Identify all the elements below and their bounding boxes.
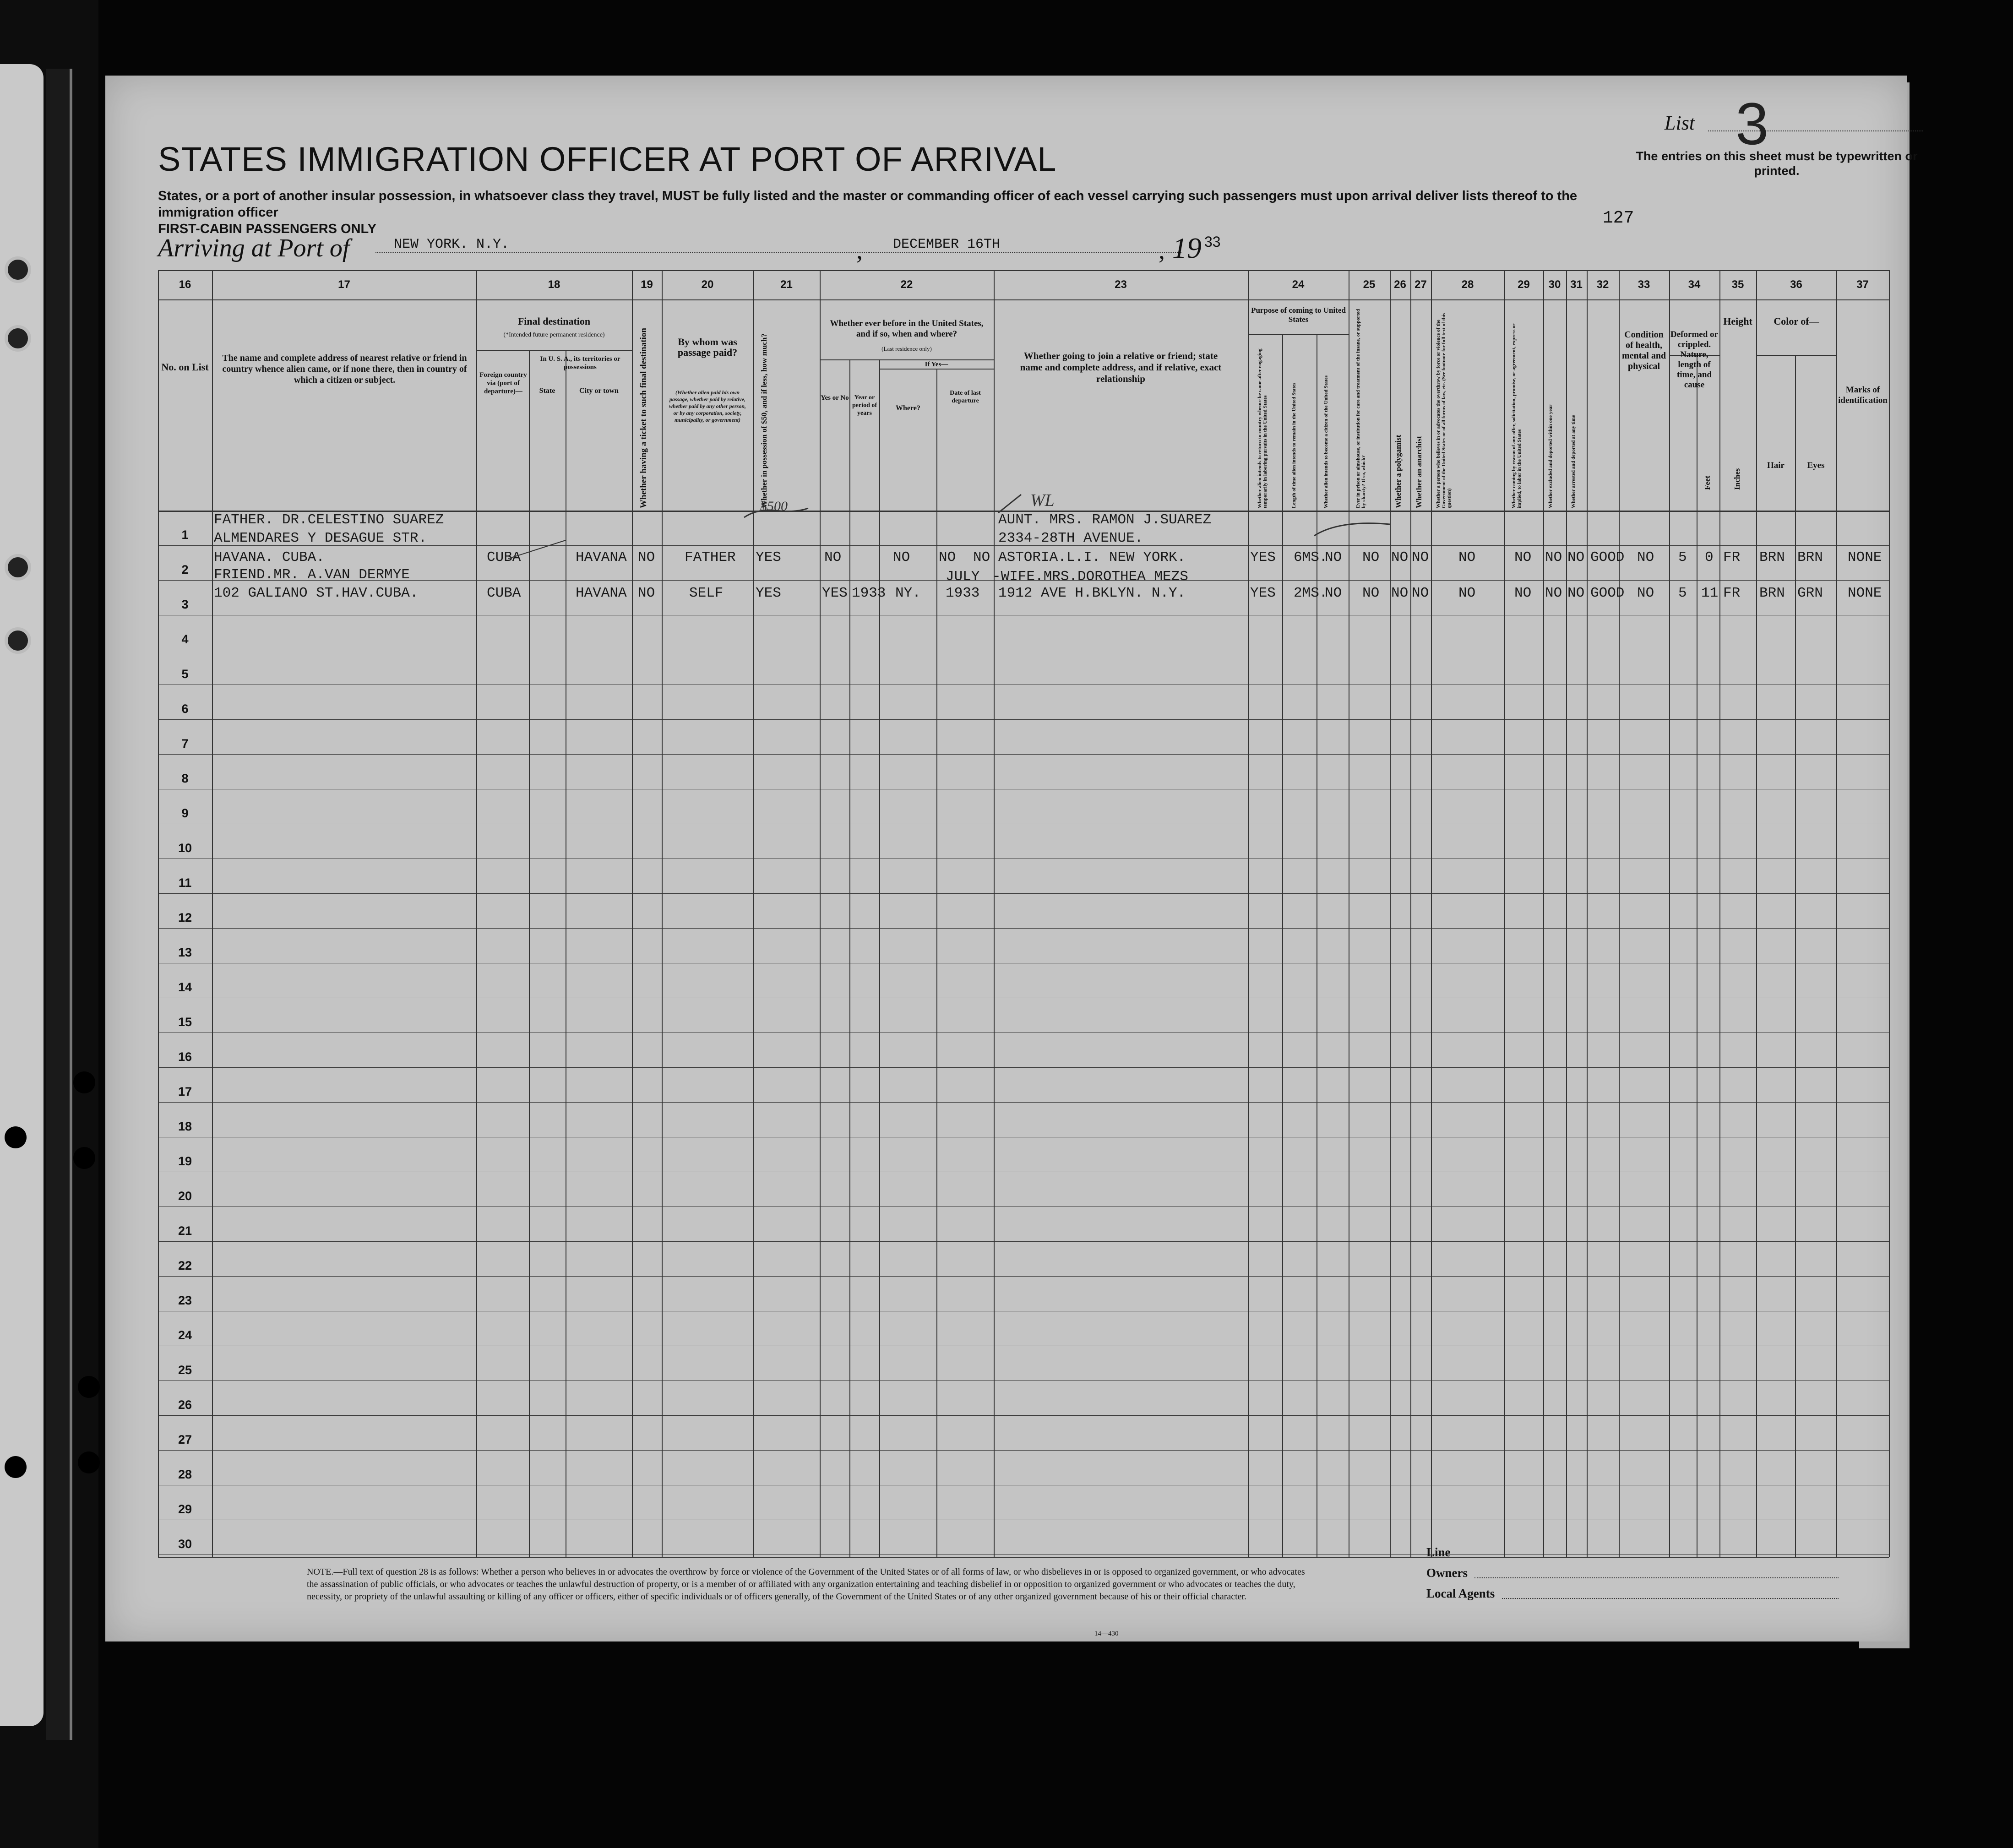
header-money: Whether in possession of $50, and if less, how much?	[760, 333, 768, 508]
header-passage-paid: By whom was passage paid?	[677, 336, 738, 358]
table-rule	[529, 350, 530, 1557]
row-number: 30	[178, 1537, 192, 1551]
row2-marks: NONE	[1848, 585, 1882, 601]
row2-prison: NO	[1362, 585, 1380, 601]
row-number: 9	[181, 806, 189, 820]
column-number: 25	[1363, 278, 1376, 291]
column-number: 24	[1292, 278, 1305, 291]
table-rule	[1669, 270, 1670, 1557]
table-rule	[1756, 270, 1757, 1557]
row2-q31: NO	[1567, 585, 1585, 601]
header-question-28: Whether a person who believes in or advocates the overthrow by force or violence of the Government of the United States or of all forms of law, etc. (See footnote for full text of this question)	[1436, 313, 1452, 508]
table-rule	[1248, 270, 1249, 1557]
column-number: 27	[1415, 278, 1427, 291]
manifest-sheet	[105, 76, 1918, 1641]
row1-anarchist: NO	[1412, 549, 1429, 565]
column-number: 16	[179, 278, 191, 291]
row-number: 5	[181, 667, 189, 681]
punch-hole	[73, 1147, 95, 1169]
header-where: Where?	[896, 404, 920, 412]
table-rule	[849, 359, 850, 1557]
row-number: 7	[181, 737, 189, 750]
row-number: 28	[178, 1468, 192, 1481]
table-rule	[662, 270, 663, 1557]
list-label: List	[1665, 112, 1695, 134]
binder-ring	[5, 554, 31, 581]
class-label: FIRST-CABIN PASSENGERS ONLY	[158, 222, 376, 236]
row1-citizen: NO	[1325, 549, 1342, 565]
column-number: 29	[1518, 278, 1530, 291]
row1-polygamist: NO	[1391, 549, 1409, 565]
table-rule	[1795, 355, 1796, 1557]
table-rule	[1756, 355, 1836, 356]
binding-post	[46, 69, 72, 1740]
page-title: STATES IMMIGRATION OFFICER AT PORT OF ARRIVAL	[158, 140, 1057, 178]
row-number: 27	[178, 1433, 192, 1446]
row-number: 11	[178, 876, 192, 890]
row2-complexion: FR	[1723, 585, 1741, 601]
row1-joining-line3: ASTORIA.L.I. NEW YORK.	[998, 549, 1186, 565]
header-departure: Date of last departure	[950, 390, 981, 404]
header-return-intent: Whether alien intends to return to country whence he came after engaging temporarily in laboring pursuits in the United States	[1257, 348, 1268, 508]
column-number: 36	[1790, 278, 1802, 291]
row1-q30: NO	[1545, 549, 1562, 565]
row-number: 26	[178, 1398, 192, 1412]
row2-anarchist: NO	[1412, 585, 1429, 601]
column-number: 32	[1596, 278, 1609, 291]
table-rule	[1543, 270, 1544, 1557]
table-rule	[1566, 270, 1567, 1557]
column-number: 20	[701, 278, 714, 291]
header-stay-length: Length of time alien intends to remain in the United States	[1291, 382, 1297, 508]
row2-q29: NO	[1514, 585, 1532, 601]
row1-eyes: BRN	[1797, 549, 1823, 565]
row2-relative-line2: 102 GALIANO ST.HAV.CUBA.	[214, 585, 419, 601]
row2-hair: BRN	[1759, 585, 1785, 601]
header-polygamist: Whether a polygamist	[1394, 435, 1403, 508]
arrival-port: NEW YORK. N.Y.	[375, 237, 870, 253]
row-number: 25	[178, 1363, 192, 1377]
row-number: 15	[178, 1015, 192, 1029]
table-rule	[212, 270, 213, 1557]
footnote: NOTE.—Full text of question 28 is as follows: Whether a person who believes in or advocates the overthrow by force or violence of the Government of the United States or of all forms of law, or who disbelieves in or is opposed to organized government, or who advocates the assassination of public officials, or who advocates or teaches the unlawful destruction of property, or is a member of or affiliated with any organization entertaining and teaching disbelief in or opposition to organized government or who advocates or teaches the duty, necessity, or propriety of the unlawful assaulting or killing of any officer or officers, either of specific individuals or of officers generally, of the Government of the United States or of any other organized government because of his or their official character.	[307, 1567, 1305, 1602]
header-feet: Feet	[1703, 475, 1712, 490]
row1-inches: 0	[1705, 549, 1714, 565]
row2-return: YES	[1250, 585, 1276, 601]
row2-eyes: GRN	[1797, 585, 1823, 601]
header-eyes: Eyes	[1807, 461, 1825, 470]
header-year: Year or period of years	[852, 394, 877, 417]
row1-relative-line1: FATHER. DR.CELESTINO SUAREZ	[214, 512, 444, 528]
column-number: 34	[1688, 278, 1701, 291]
form-number: 14—430	[1094, 1630, 1119, 1637]
row1-q29: NO	[1514, 549, 1532, 565]
row-rule	[158, 1102, 1889, 1103]
owners-label: Owners	[1426, 1566, 1468, 1580]
header-inches: Inches	[1733, 468, 1741, 490]
punch-hole	[78, 1451, 100, 1473]
table-rule	[1836, 270, 1837, 1557]
table-rule	[820, 270, 821, 1557]
table-rule	[1410, 270, 1411, 1557]
row2-paid-by: SELF	[689, 585, 724, 601]
row2-joining-line1: -WIFE.MRS.DOROTHEA MEZS	[992, 569, 1188, 585]
row1-where: NO	[939, 549, 956, 565]
table-rule	[1248, 334, 1349, 335]
row1-complexion: FR	[1723, 549, 1741, 565]
row1-hair: BRN	[1759, 549, 1785, 565]
column-number: 21	[780, 278, 793, 291]
entries-note: The entries on this sheet must be typewritten or printed.	[1636, 149, 1918, 178]
row-number: 4	[181, 632, 189, 646]
row-number: 19	[178, 1154, 192, 1168]
table-rule	[476, 270, 477, 1557]
row-number: 23	[178, 1294, 192, 1307]
row1-relative-line2: ALMENDARES Y DESAGUE STR.	[214, 530, 427, 546]
row2-q30: NO	[1545, 585, 1562, 601]
table-rule	[753, 270, 754, 1557]
row2-polygamist: NO	[1391, 585, 1409, 601]
agents-label: Local Agents	[1426, 1587, 1495, 1600]
header-city: City or town	[579, 387, 619, 395]
table-rule	[1587, 270, 1588, 1557]
header-purpose: Purpose of coming to United States	[1251, 306, 1346, 324]
table-rule	[1619, 270, 1620, 1557]
instructions-text: States, or a port of another insular possession, in whatsoever class they travel, MUST be fully listed and the master or commanding officer of each vessel carrying such passengers must upon arrival deliver lists thereof to the immigration officer	[158, 189, 1578, 220]
punch-hole	[78, 1376, 100, 1398]
row1-city: HAVANA	[576, 549, 627, 565]
instructions	[158, 188, 1623, 237]
agents-field	[1502, 1598, 1839, 1599]
column-number: 33	[1638, 278, 1650, 291]
table-rule	[1390, 270, 1391, 1557]
table-rule	[1889, 270, 1890, 1557]
header-marks: Marks of identification	[1838, 385, 1888, 405]
separator-comma: ,	[1159, 236, 1165, 265]
previous-page-edge	[0, 64, 44, 1726]
row1-health: GOOD	[1590, 549, 1625, 565]
header-final-destination: Final destination	[517, 315, 591, 327]
arrival-date: DECEMBER 16TH	[868, 237, 1181, 253]
row-number: 21	[178, 1224, 192, 1238]
row1-joining-line2: 2334-28TH AVENUE.	[998, 530, 1143, 546]
row-number: 20	[178, 1189, 192, 1203]
header-labor-offer: Whether coming by reason of any offer, solicitation, promise, or agreement, express or implied, to labor in the United States	[1511, 323, 1522, 508]
page-number: 127	[1603, 208, 1634, 228]
row2-ticket: NO	[638, 585, 655, 601]
row1-ticket: NO	[638, 549, 655, 565]
column-number: 31	[1570, 278, 1583, 291]
row-rule	[158, 928, 1889, 929]
row1-joining-line1: AUNT. MRS. RAMON J.SUAREZ	[998, 512, 1212, 528]
owners-field	[1474, 1577, 1839, 1578]
row-number: 12	[178, 911, 192, 924]
header-color: Color of—	[1774, 315, 1819, 327]
header-prison: Ever in prison or almshouse, or institution for care and treatment of the insane, or supported by charity? If so, which?	[1355, 309, 1366, 508]
row-number: 16	[178, 1050, 192, 1064]
header-ticket: Whether having a ticket to such final destination	[639, 328, 648, 508]
row2-deformed: NO	[1637, 585, 1654, 601]
row2-city: HAVANA	[576, 585, 627, 601]
row-number: 2	[181, 563, 189, 576]
row1-year: NO	[893, 549, 910, 565]
header-citizen-intent: Whether alien intends to become a citizen of the United States	[1323, 375, 1329, 508]
row2-q28: NO	[1458, 585, 1476, 601]
manifest-table	[158, 270, 1889, 1557]
header-yes-no: Yes or No	[821, 394, 849, 402]
row-rule	[158, 893, 1889, 894]
header-hair: Hair	[1767, 461, 1784, 470]
separator-comma: ,	[856, 236, 863, 265]
table-rule	[1431, 270, 1432, 1557]
column-number: 28	[1461, 278, 1474, 291]
row1-money: YES	[756, 549, 781, 565]
row2-departure-line2: 1933	[946, 585, 980, 601]
row-number: 3	[181, 598, 189, 611]
handwritten-amount	[740, 495, 813, 531]
header-deported: Whether arrested and deported at any time	[1571, 415, 1576, 508]
header-excluded: Whether excluded and deported within one year	[1548, 404, 1553, 508]
row1-prison: NO	[1362, 549, 1380, 565]
row-number: 1	[181, 528, 189, 542]
row2-foreign-country: CUBA	[487, 585, 521, 601]
row-rule	[158, 754, 1889, 755]
header-joining: Whether going to join a relative or friend; state name and complete address, and if relative, exact relationship	[1020, 350, 1222, 384]
row-number: 29	[178, 1502, 192, 1516]
handwritten-initials	[994, 485, 1094, 517]
row2-citizen: NO	[1325, 585, 1342, 601]
row1-departure: NO	[973, 549, 990, 565]
row2-relative-line1: FRIEND.MR. A.VAN DERMYE	[214, 567, 410, 583]
table-rule	[158, 299, 1889, 300]
row-rule	[158, 1450, 1889, 1451]
row2-year: 1933	[852, 585, 886, 601]
table-rule	[632, 270, 633, 1557]
header-health: Condition of health, mental and physical	[1621, 330, 1666, 371]
row1-foreign-country: CUBA	[487, 549, 521, 565]
row2-length: 2MS.	[1294, 585, 1328, 601]
row-number: 10	[178, 841, 192, 855]
row-number: 14	[178, 980, 192, 994]
row1-q31: NO	[1567, 549, 1585, 565]
header-anarchist: Whether an anarchist	[1415, 435, 1423, 508]
row1-before-us: NO	[824, 549, 842, 565]
table-rule	[1719, 270, 1720, 1557]
row1-feet: 5	[1678, 549, 1687, 565]
header-if-yes: If Yes—	[925, 361, 948, 368]
table-rule	[476, 350, 632, 351]
header-passage-note: (Whether alien paid his own passage, whether paid by relative, whether paid by any other person, or by any corporation, society, municipality, or government)	[669, 389, 746, 423]
column-number: 26	[1394, 278, 1406, 291]
row-number: 8	[181, 772, 189, 785]
column-number: 37	[1856, 278, 1869, 291]
header-usa: In U. S. A., its territories or possessions	[540, 355, 620, 371]
row-number: 17	[178, 1085, 192, 1098]
handwritten-check	[506, 536, 570, 563]
row-number: 22	[178, 1259, 192, 1272]
table-rule	[879, 359, 880, 1557]
table-rule	[994, 270, 995, 1557]
header-state: State	[539, 387, 555, 395]
list-number: 3	[1736, 90, 1769, 157]
header-deformed: Deformed or crippled. Nature, length of time, and cause	[1670, 330, 1718, 390]
binder-ring	[5, 325, 31, 352]
row1-deformed: NO	[1637, 549, 1654, 565]
row2-before-us: YES	[822, 585, 848, 601]
line-field	[1474, 1557, 1839, 1558]
row-rule	[158, 1554, 1889, 1555]
row2-joining-line2: 1912 AVE H.BKLYN. N.Y.	[998, 585, 1186, 601]
row2-inches: 11	[1701, 585, 1719, 601]
line-label: Line	[1426, 1545, 1451, 1559]
row1-return: YES	[1250, 549, 1276, 565]
column-number: 30	[1548, 278, 1561, 291]
arriving-label: Arriving at Port of	[158, 234, 350, 262]
punch-hole	[5, 1456, 27, 1478]
row2-money: YES	[756, 585, 781, 601]
row1-length: 6MS.	[1294, 549, 1328, 565]
punch-hole	[73, 1071, 95, 1093]
column-number: 35	[1731, 278, 1744, 291]
header-foreign-country: Foreign country via (port of departure)—	[479, 371, 527, 395]
row1-paid-by: FATHER	[685, 549, 736, 565]
column-number: 23	[1115, 278, 1127, 291]
row-number: 6	[181, 702, 189, 716]
row-number: 13	[178, 946, 192, 959]
header-list-number: No. on List	[161, 361, 209, 373]
table-rule	[1504, 270, 1505, 1557]
header-last-residence: (Last residence only)	[881, 345, 932, 352]
table-rule	[1282, 334, 1283, 1557]
row1-marks: NONE	[1848, 549, 1882, 565]
row-rule	[158, 1276, 1889, 1277]
column-number: 18	[548, 278, 560, 291]
header-height: Height	[1723, 315, 1752, 327]
column-number: 19	[641, 278, 653, 291]
handwritten-initials-text: WL	[1030, 491, 1055, 510]
header-destination-note: (*Intended future permanent residence)	[503, 332, 605, 338]
handwritten-amount-text: $500	[760, 499, 788, 514]
row1-q28: NO	[1458, 549, 1476, 565]
handwritten-stroke	[1312, 517, 1394, 540]
year-suffix: 33	[1204, 234, 1221, 250]
row-rule	[158, 1241, 1889, 1242]
row2-where: NY.	[895, 585, 921, 601]
column-number: 22	[900, 278, 913, 291]
binder-ring	[5, 256, 31, 283]
punch-hole	[5, 1126, 27, 1148]
header-relative: The name and complete address of nearest relative or friend in country whence alien came, or if none there, then in country of which a citizen or subject.	[222, 353, 467, 385]
row-number: 24	[178, 1328, 192, 1342]
row-rule	[158, 719, 1889, 720]
binder-ring	[5, 627, 31, 654]
row-rule	[158, 1415, 1889, 1416]
row-rule	[158, 1067, 1889, 1068]
year-prefix: 19	[1172, 232, 1202, 264]
row2-health: GOOD	[1590, 585, 1625, 601]
header-before-us: Whether ever before in the United States, and if so, when and where?	[830, 319, 984, 339]
row2-feet: 5	[1678, 585, 1687, 601]
row1-relative-line3: HAVANA. CUBA.	[214, 549, 325, 565]
column-number: 17	[338, 278, 350, 291]
row-number: 18	[178, 1120, 192, 1133]
row2-departure-line1: JULY	[946, 569, 980, 585]
